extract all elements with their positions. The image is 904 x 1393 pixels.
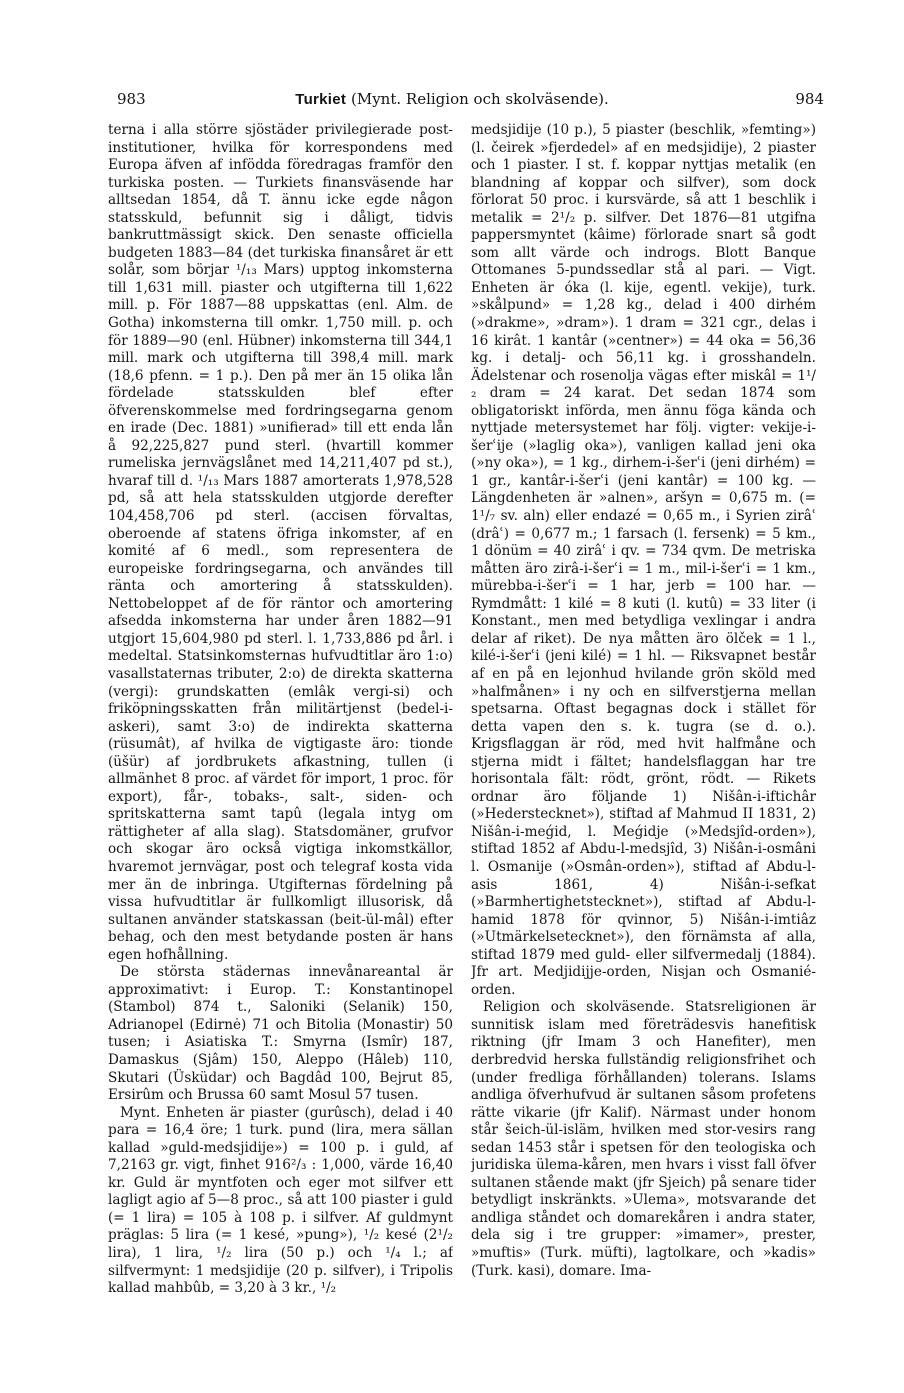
paragraph-weights-arms-orders: medsjidije (10 p.), 5 piaster (beschlik, »femting») (l. čeirek »fjerdedel» af en medsjidije), 2 piaster och 1 piaster. I st. f. koppar nyttjas metalik (en blandning af koppar och silfver), som dock förlorat 50 proc. i kursvärde, så att 1 beschlik i metalik = 2¹/₂ p. silfver. Det 1876—81 utgifna pappersmyntet (kâime) förlorade snart så godt som allt värde och indrogs. Blott Banque Ottomanes 5-pundssedlar stå al pari. — Vigt. Enheten är óka (l. kije, egentl. vekije), turk. »skålpund» = 1,28 kg., delad i 400 dirhém (»drakme», »dram»). 1 dram = 321 cgr., delas i 16 kirât. 1 kantâr (»centner») = 44 oka = 56,36 kg. i detalj- och 56,11 kg. i grosshandeln. Ädelstenar och rosenolja vägas efter miskâl = 1¹/₂ dram = 24 karat. Det sedan 1874 som obligatoriskt införda, men ännu föga kända och nyttjade metersystemet har följ. vigter: vekije-i-šerʿije (»laglig oka»), vanligen kallad jeni oka (»ny oka»), = 1 kg., dirhem-i-šerʿi (jeni dirhém) = 1 gr., kantâr-i-šerʿi (jeni kantâr) = 100 kg. — Längdenheten är »alnen», aršyn = 0,675 m. (= 1¹/₇ sv. aln) eller endazé = 0,65 m., i Syrien zirâʿ (drâʿ) = 0,677 m.; 1 farsach (l. fersenk) = 5 km., 1 dönüm = 40 zirâʿ i qv. = 734 qvm. De metriska måtten äro zirâ-i-šerʿi = 1 m., mil-i-šerʿi = 1 km., mürebba-i-šerʿi = 1 har, jerb = 100 har. — Rymdmått: 1 kilé = 8 kuti (l. kutû) = 33 liter (i Konstant., men med betydliga vexlingar i andra delar af riket). De nya måtten äro ölček = 1 l., kilé-i-šerʿi (jeni kilé) = 1 hl. — Riksvapnet består af en på en lejonhud hvilande grön sköld med »halfmånen» i ny och en silfverstjerna mellan spetsarna. Oftast begagnas dock i stället för detta vapen den s. k. tugra (se d. o.). Krigsflaggan är röd, med hvit halfmåne och stjerna midt i fältet; handelsflaggan har tre horisontala fält: rödt, grönt, rödt. — Rikets ordnar äro följande 1) Nišân-i-iftichâr (»Hederstecknet»), stiftad af Mahmud II 1831, 2) Nišân-i-meǵid, l. Meǵidje (»Medsjîd-orden»), stiftad 1852 af Abdu-l-medsjîd, 3) Nišân-i-osmâni l. Osmanije (»Osmân-orden»), stiftad af Abdu-l-asis 1861, 4) Nišân-i-sefkat (»Barmhertighetstecknet»), stiftad af Abdu-l-hamid 1878 för qvinnor, 5) Nišân-i-imtiâz (»Utmärkelsetecknet»), den förnämsta af alla, stiftad 1879 med guld- eller silfvermedalj (1884). Jfr art. Medjidijje-orden, Nisjan och Osmanié-orden. — [471, 122, 816, 998]
paragraph-finances: terna i alla större sjöstäder privilegierade post-institutioner, hvilka för korrespondens med Europa äfven af infödda föredragas framför den turkiska posten. — Turkiets finansväsende har alltsedan 1854, då T. ännu icke egde någon statsskuld, befunnit sig i dåligt, tidvis bankruttmässigt skick. Den senaste officiella budgeten 1883—84 (det turkiska finansåret är ett solår, som börjar ¹/₁₃ Mars) upptog inkomsterna till 1,631 mill. piaster och utgifterna till 1,622 mill. p. För 1887—88 uppskattas (enl. Alm. de Gotha) inkomsterna till omkr. 1,750 mill. p. och för 1889—90 (enl. Hübner) inkomsterna till 344,1 mill. mark och utgifterna till 398,4 mill. mark (18,6 pfenn. = 1 p.). Den på mer än 15 olika lån fördelade statsskulden blef efter öfverenskommelse med fordringsegarna genom en irade (Dec. 1881) »unifierad» till ett enda lån å 92,225,827 pund sterl. (hvartill kommer rumeliska jernvägslånet med 14,211,407 pd st.), hvaraf till d. ¹/₁₃ Mars 1887 amorterats 1,978,528 pd, så att hela statsskulden utgjorde derefter 104,458,706 pd sterl. (accisen förvaltas, oberoende af statens öfriga inkomster, af en komité af 6 medl., som representera de europeiske fordringsegarna, och användes till ränta och amortering å statsskulden). Nettobeloppet af de för räntor och amortering afsedda inkomsterna har under åren 1882—91 utgjort 15,604,980 pd sterl. l. 1,733,886 pd årl. i medeltal. Statsinkomsternas hufvudtitlar äro 1:o) vasallstaternas tributer, 2:o) de direkta skatterna (vergi): grundskatten (emlâk vergi-si) och friköpningsskatten från militärtjenst (bedel-i-askeri), samt 3:o) de indirekta skatterna (rüsumât), af hvilka de vigtigaste äro: tionde (üšür) af jordbrukets afkastning, tullen (i allmänhet 8 proc. af värdet för import, 1 proc. för export), får-, tobaks-, salt-, siden- och spritskatterna samt tapû (legala intyg om rättigheter af alla slag). Statsdomäner, grufvor och skogar äro också vigtiga inkomstkällor, hvaremot jernvägar, post och telegraf kosta vida mer än de inbringa. Utgifternas fördelning på vissa hufvudtitlar är fullkomligt illusorisk, då sultanen använder statskassan (beit-ül-mâl) efter behag, och den mest betydande posten är hans egen hofhållning. — [108, 122, 453, 963]
left-column — [108, 122, 453, 1352]
header-subtitle: (Mynt. Religion och skolväsende). — [351, 90, 609, 108]
header-title: Turkiet — [295, 91, 347, 108]
running-header — [0, 90, 904, 109]
right-column — [471, 122, 816, 1352]
page-number-right: 984 — [795, 90, 824, 108]
paragraph-coinage: Mynt. Enheten är piaster (gurûsch), delad i 40 para = 16,4 öre; 1 turk. pund (lira, mera sällan kallad »guld-medsjidije») = 100 p. i guld, af 7,2163 gr. vigt, finhet 916²/₃ : 1,000, värde 16,40 kr. Guld är myntfoten och eger mot silfver ett lagligt agio af 5—8 proc., så att 100 piaster i guld (= 1 lira) = 105 à 108 p. i silfver. Af guldmynt präglas: 5 lira (= 1 kesé, »pung»), ¹/₂ kesé (2¹/₂ lira), 1 lira, ¹/₂ lira (50 p.) och ¹/₄ l.; af silfvermynt: 1 medsjidije (20 p. silfver), i Tripolis kallad mahbûb, = 3,20 à 3 kr., ¹/₂ — [108, 1104, 453, 1297]
page-number-left: 983 — [117, 90, 146, 108]
paragraph-religion: Religion och skolväsende. Statsreligionen är sunnitisk islam med företrädesvis hanefitisk riktning (jfr Imam 3 och Hanefiter), men derbredvid herska fullständig religionsfrihet och (under fredliga förhållanden) tolerans. Islams andliga öfverhufvud är sultanen såsom profetens rätte vikarie (jfr Kalif). Närmast under honom står šeich-ül-isläm, hvilken med stor-vesirs rang sedan 1453 står i spetsen för den teologiska och juridiska ülema-kåren, men hvars i visst fall öfver sultanen stående makt (jfr Sjeich) på senare tider betydligt inskränkts. »Ulema», motsvarande det andliga ståndet och domarekåren i andra stater, dela sig i tre grupper: »imamer», prester, »muftis» (Turk. müfti), lagtolkare, och »kadis» (Turk. kasi), domare. Ima- — [471, 999, 816, 1279]
paragraph-cities: De största städernas innevånareantal är approximativt: i Europ. T.: Konstantinopel (Stambol) 874 t., Saloniki (Selanik) 150, Adrianopel (Edirnė) 71 och Bitolia (Monastir) 50 tusen; i Asiatiska T.: Smyrna (Ismîr) 187, Damaskus (Sjâm) 150, Aleppo (Hâleb) 110, Skutari (Üsküdar) och Bagdâd 100, Bejrut 85, Ersirûm och Brussa 60 samt Mosul 57 tusen. — [108, 964, 453, 1104]
